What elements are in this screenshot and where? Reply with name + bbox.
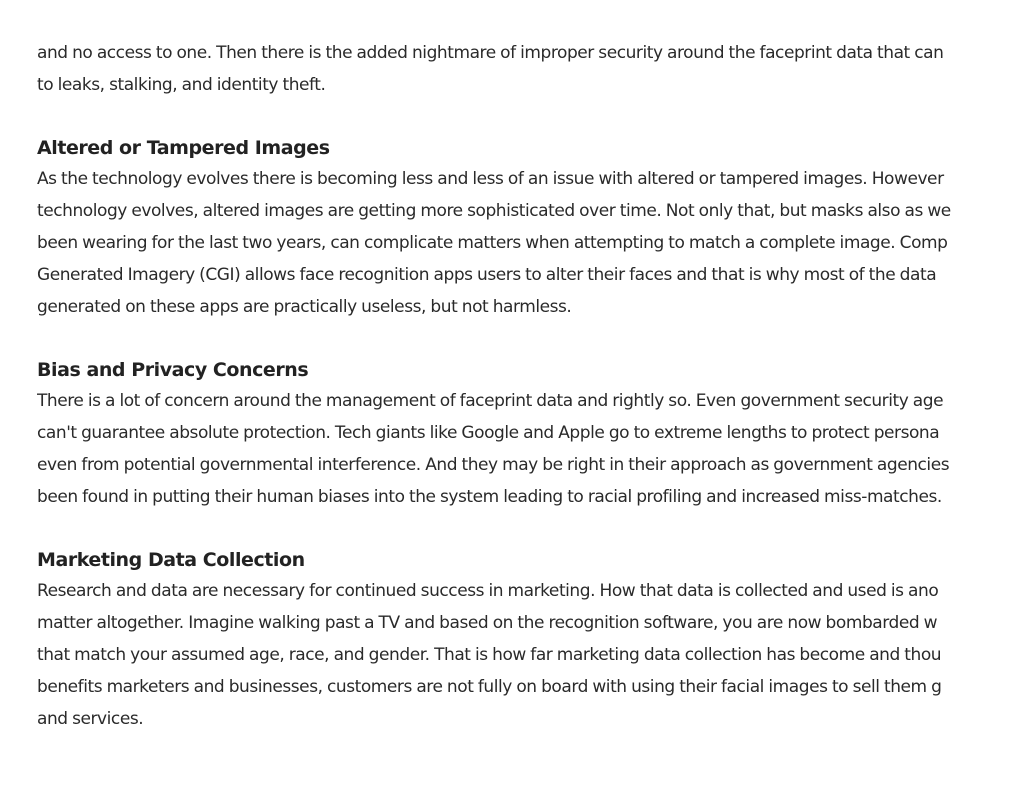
- section-heading: Marketing Data Collection: [37, 549, 305, 571]
- section-heading: Altered or Tampered Images: [37, 137, 330, 159]
- paragraph-line: As the technology evolves there is becoming less and less of an issue with altered or tampered images. However: [37, 169, 944, 189]
- paragraph-line: Generated Imagery (CGI) allows face recognition apps users to alter their faces and that is why most of the data: [37, 265, 937, 285]
- paragraph-line: and services.: [37, 709, 144, 729]
- paragraph-line: to leaks, stalking, and identity theft.: [37, 75, 326, 95]
- paragraph-line: can't guarantee absolute protection. Tech giants like Google and Apple go to extreme lengths to protect persona: [37, 423, 940, 443]
- section-marketing-data: [37, 545, 986, 735]
- paragraph-line: even from potential governmental interference. And they may be right in their approach as government agencies: [37, 455, 950, 475]
- paragraph-line: There is a lot of concern around the management of faceprint data and rightly so. Even government security age: [37, 391, 944, 411]
- paragraph-line: that match your assumed age, race, and gender. That is how far marketing data collection has become and thou: [37, 645, 942, 665]
- intro-paragraph: [37, 37, 986, 101]
- paragraph-line: generated on these apps are practically useless, but not harmless.: [37, 297, 572, 317]
- paragraph-line: and no access to one. Then there is the added nightmare of improper security around the faceprint data that can: [37, 43, 944, 63]
- section-bias-privacy: [37, 355, 986, 513]
- paragraph-line: matter altogether. Imagine walking past a TV and based on the recognition software, you are now bombarded w: [37, 613, 938, 633]
- section-altered-images: [37, 133, 986, 323]
- paragraph-line: benefits marketers and businesses, customers are not fully on board with using their facial images to sell them g: [37, 677, 942, 697]
- paragraph-line: been wearing for the last two years, can complicate matters when attempting to match a complete image. Comp: [37, 233, 948, 253]
- article-body: [37, 37, 986, 735]
- paragraph-line: technology evolves, altered images are getting more sophisticated over time. Not only that, but masks also as we: [37, 201, 951, 221]
- section-heading: Bias and Privacy Concerns: [37, 359, 309, 381]
- paragraph-line: been found in putting their human biases into the system leading to racial profiling and increased miss-matches.: [37, 487, 942, 507]
- paragraph-line: Research and data are necessary for continued success in marketing. How that data is collected and used is ano: [37, 581, 939, 601]
